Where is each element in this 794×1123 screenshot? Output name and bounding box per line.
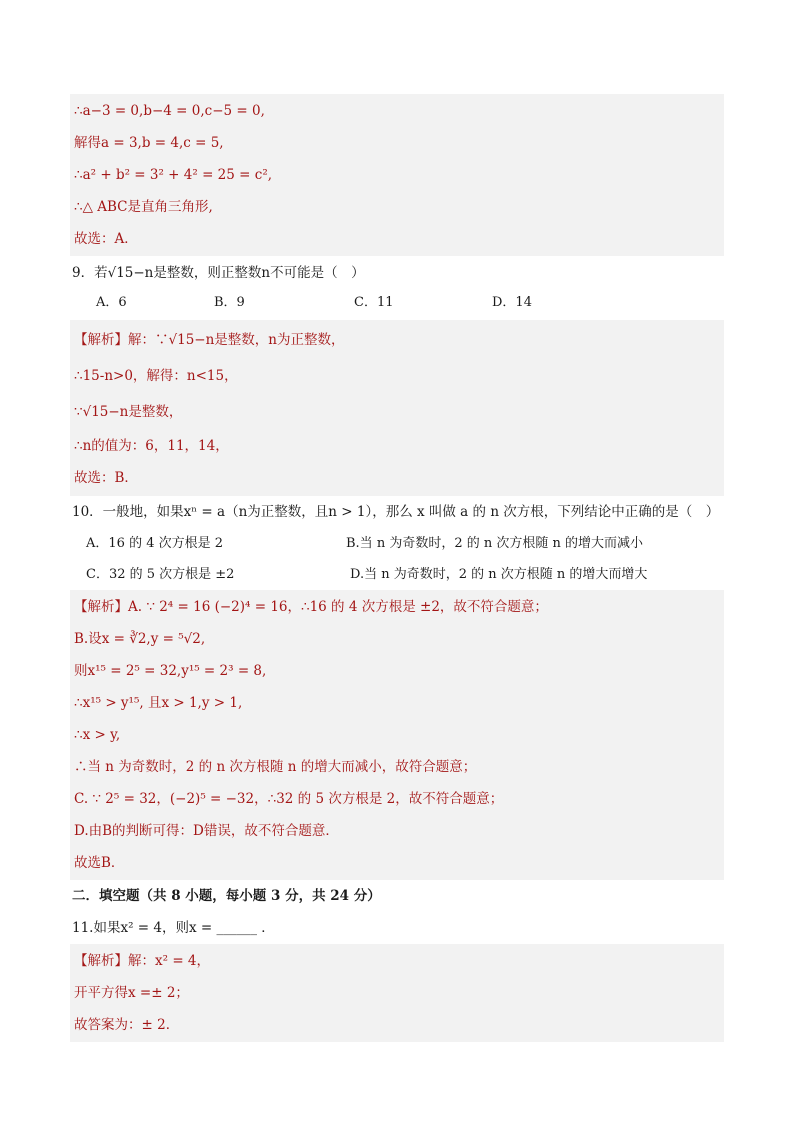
- solution-line: C. ∵ 2⁵ = 32，(−2)⁵ = −32，∴32 的 5 次方根是 2，故不符合题意；: [74, 791, 504, 807]
- option-a: A．16 的 4 次方根是 2: [86, 536, 224, 551]
- solution-line: 则x¹⁵ = 2⁵ = 32,y¹⁵ = 2³ = 8,: [74, 663, 267, 679]
- question-10-options-row1: [70, 528, 724, 560]
- option-c: C．11: [354, 295, 394, 310]
- solution-line: 【解析】A. ∵ 2⁴ = 16 (−2)⁴ = 16，∴16 的 4 次方根是 ±2，故不符合题意；: [74, 599, 548, 615]
- question-9-stem: 9．若√15−n是整数，则正整数n不可能是（ ）: [72, 265, 365, 281]
- solution-line: B.设x = ∛2,y = ⁵√2,: [74, 631, 206, 647]
- solution-line: 开平方得x =± 2；: [74, 985, 189, 1001]
- solution-block-q11: [70, 944, 724, 1042]
- solution-line: ∴x > y,: [74, 727, 121, 743]
- solution-line: ∴当 n 为奇数时，2 的 n 次方根随 n 的增大而减小，故符合题意；: [74, 759, 477, 775]
- option-c: C．32 的 5 次方根是 ±2: [86, 567, 235, 582]
- section-heading: 二．填空题（共 8 小题，每小题 3 分，共 24 分）: [72, 888, 381, 904]
- solution-line: 故选：A．: [74, 231, 138, 247]
- solution-line: ∴a−3 = 0,b−4 = 0,c−5 = 0,: [74, 103, 265, 119]
- solution-line: 【解析】解：∵√15−n是整数，n为正整数，: [74, 332, 345, 348]
- question-10-options-row2: [70, 560, 724, 590]
- solution-line: ∴a² + b² = 3² + 4² = 25 = c²,: [74, 167, 273, 183]
- question-9-options: [70, 288, 724, 318]
- solution-line: ∴x¹⁵ > y¹⁵, 且x > 1,y > 1,: [74, 695, 243, 711]
- solution-line: ∴n的值为：6，11，14，: [74, 438, 229, 454]
- solution-line: 故答案为：± 2．: [74, 1017, 180, 1033]
- solution-block-q10: [70, 590, 724, 880]
- solution-block-prev: [70, 94, 724, 256]
- solution-line: 故选B．: [74, 855, 125, 871]
- option-b: B.当 n 为奇数时，2 的 n 次方根随 n 的增大而减小: [346, 536, 644, 551]
- solution-line: 解得a = 3,b = 4,c = 5,: [74, 135, 224, 151]
- solution-line: 【解析】解：x² = 4，: [74, 953, 211, 969]
- solution-block-q9: [70, 320, 724, 496]
- option-b: B．9: [214, 295, 245, 310]
- solution-line: ∵√15−n是整数，: [74, 404, 183, 420]
- question-10-stem: 10．一般地，如果xⁿ = a（n为正整数，且n > 1），那么 x 叫做 a 的 n 次方根，下列结论中正确的是（ ）: [72, 504, 720, 520]
- solution-line: 故选：B．: [74, 470, 138, 486]
- solution-line: ∴15-n>0，解得：n<15，: [74, 368, 238, 384]
- option-d: D.当 n 为奇数时，2 的 n 次方根随 n 的增大而增大: [350, 567, 648, 582]
- document-page: [70, 94, 724, 1042]
- option-d: D．14: [492, 295, 532, 310]
- option-a: A．6: [96, 295, 127, 310]
- solution-line: D.由B的判断可得：D错误，故不符合题意．: [74, 823, 339, 839]
- solution-line: ∴△ ABC是直角三角形,: [74, 199, 213, 215]
- question-11-stem: 11.如果x² = 4，则x = ______ ．: [72, 920, 275, 936]
